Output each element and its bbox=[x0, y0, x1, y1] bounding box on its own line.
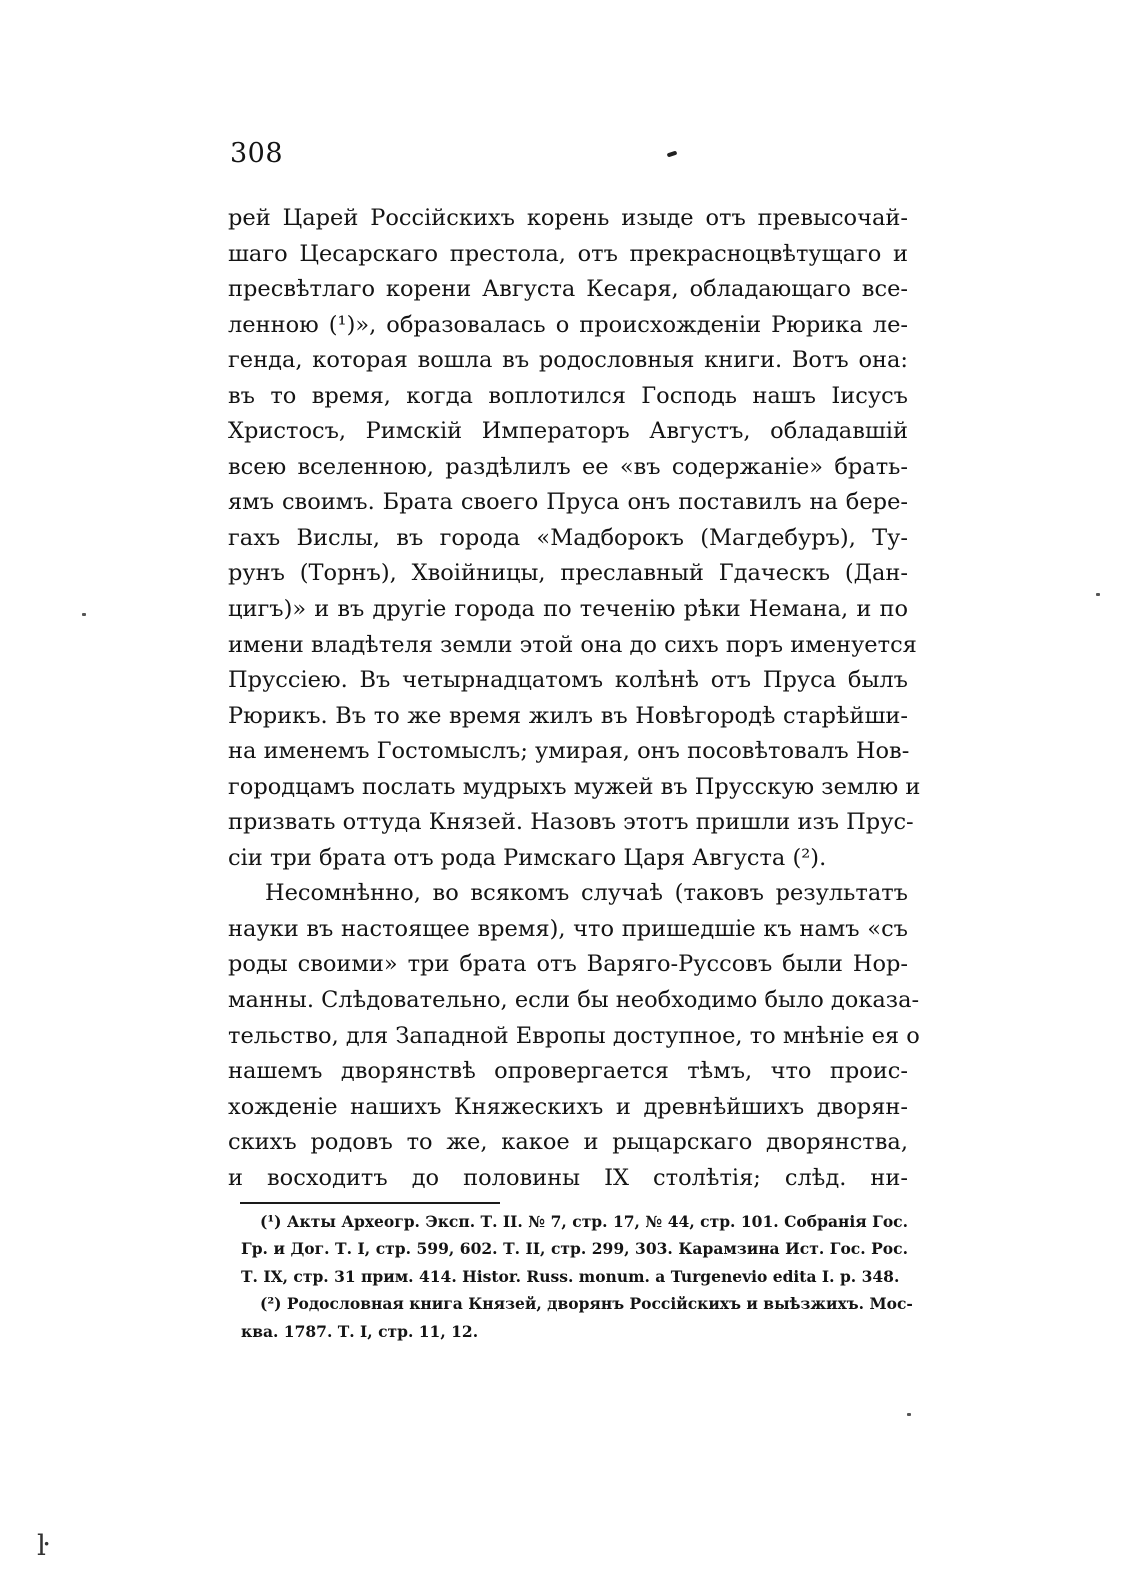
text-line: и восходитъ до половины IX столѣтія; слѣд. ни- bbox=[228, 1164, 908, 1191]
text-line: призвать оттуда Князей. Назовъ этотъ пришли изъ Прус- bbox=[228, 809, 914, 836]
footnotes bbox=[241, 1208, 913, 1345]
text-line: Пруссіею. Въ четырнадцатомъ колѣнѣ отъ Пруса былъ bbox=[228, 667, 908, 694]
footnote-divider bbox=[240, 1202, 500, 1204]
print-mark bbox=[667, 151, 678, 158]
text-line: цигъ)» и въ другіе города по теченію рѣки Немана, и по bbox=[228, 596, 908, 623]
body-text bbox=[228, 201, 921, 1196]
text-line: скихъ родовъ то же, какое и рыцарскаго дворянства, bbox=[228, 1129, 908, 1156]
text-line: всею вселенною, раздѣлилъ ее «въ содержаніе» брать- bbox=[228, 453, 908, 480]
text-line: ленною (¹)», образовалась о происхожденіи Рюрика ле- bbox=[228, 311, 908, 338]
scan-artifact: ŀ bbox=[37, 1529, 46, 1562]
text-line: на именемъ Гостомыслъ; умирая, онъ посовѣтовалъ Нов- bbox=[228, 738, 910, 765]
paragraph-start-line: Несомнѣнно, во всякомъ случаѣ (таковъ результатъ bbox=[265, 880, 908, 907]
text-line: сіи три брата отъ рода Римскаго Царя Августа (²). bbox=[228, 844, 827, 871]
text-line: манны. Слѣдовательно, если бы необходимо было доказа- bbox=[228, 987, 920, 1014]
footnote-line: Т. IX, стр. 31 прим. 414. Histor. Russ. monum. a Turgenevio edita I. p. 348. bbox=[241, 1266, 900, 1286]
text-line: въ то время, когда воплотился Господь нашъ Іисусъ bbox=[228, 382, 908, 409]
text-line: Рюрикъ. Въ то же время жилъ въ Новѣгородѣ старѣйши- bbox=[228, 702, 908, 729]
text-line: гахъ Вислы, въ города «Мадборокъ (Магдебуръ), Ту- bbox=[228, 524, 908, 551]
text-line: пресвѣтлаго корени Августа Кесаря, обладающаго все- bbox=[228, 276, 908, 303]
text-line: тельство, для Западной Европы доступное, то мнѣніе ея о bbox=[228, 1022, 920, 1049]
text-line: рунъ (Торнъ), Хвоійницы, преславный Гдаческъ (Дан- bbox=[228, 560, 908, 587]
scan-speck bbox=[82, 613, 86, 616]
page-number: 308 bbox=[230, 138, 284, 169]
text-line: роды своими» три брата отъ Варяго-Руссовъ были Нор- bbox=[228, 951, 908, 978]
text-line: шаго Цесарскаго престола, отъ прекрасноцвѣтущаго и bbox=[228, 240, 908, 267]
text-line: нашемъ дворянствѣ опровергается тѣмъ, что проис- bbox=[228, 1058, 908, 1085]
scan-speck bbox=[1096, 593, 1100, 596]
footnote-line: Гр. и Дог. Т. I, стр. 599, 602. Т. II, стр. 299, 303. Карамзина Ист. Гос. Рос. bbox=[241, 1239, 908, 1259]
footnote-line: ква. 1787. Т. I, стр. 11, 12. bbox=[241, 1321, 479, 1341]
text-line: Христосъ, Римскій Императоръ Августъ, обладавшій bbox=[228, 418, 908, 445]
text-line: имени владѣтеля земли этой она до сихъ поръ именуется bbox=[228, 631, 917, 658]
text-line: ямъ своимъ. Брата своего Пруса онъ поставилъ на бере- bbox=[228, 489, 908, 516]
text-line: генда, которая вошла въ родословныя книги. Вотъ она: bbox=[228, 347, 908, 374]
text-line: городцамъ послать мудрыхъ мужей въ Прусскую землю и bbox=[228, 773, 921, 800]
text-line: хожденіе нашихъ Княжескихъ и древнѣйшихъ дворян- bbox=[228, 1093, 908, 1120]
footnote-line: (¹) Акты Археогр. Эксп. Т. II. № 7, стр. 17, № 44, стр. 101. Собранія Гос. bbox=[260, 1212, 908, 1231]
footnote-line: (²) Родословная книга Князей, дворянъ Россійскихъ и выѣзжихъ. Мос- bbox=[260, 1294, 913, 1314]
scan-speck bbox=[907, 1413, 911, 1416]
text-line: науки въ настоящее время), что пришедшіе къ намъ «съ bbox=[228, 915, 908, 942]
text-line: рей Царей Россійскихъ корень изыде отъ превысочай- bbox=[228, 205, 908, 231]
